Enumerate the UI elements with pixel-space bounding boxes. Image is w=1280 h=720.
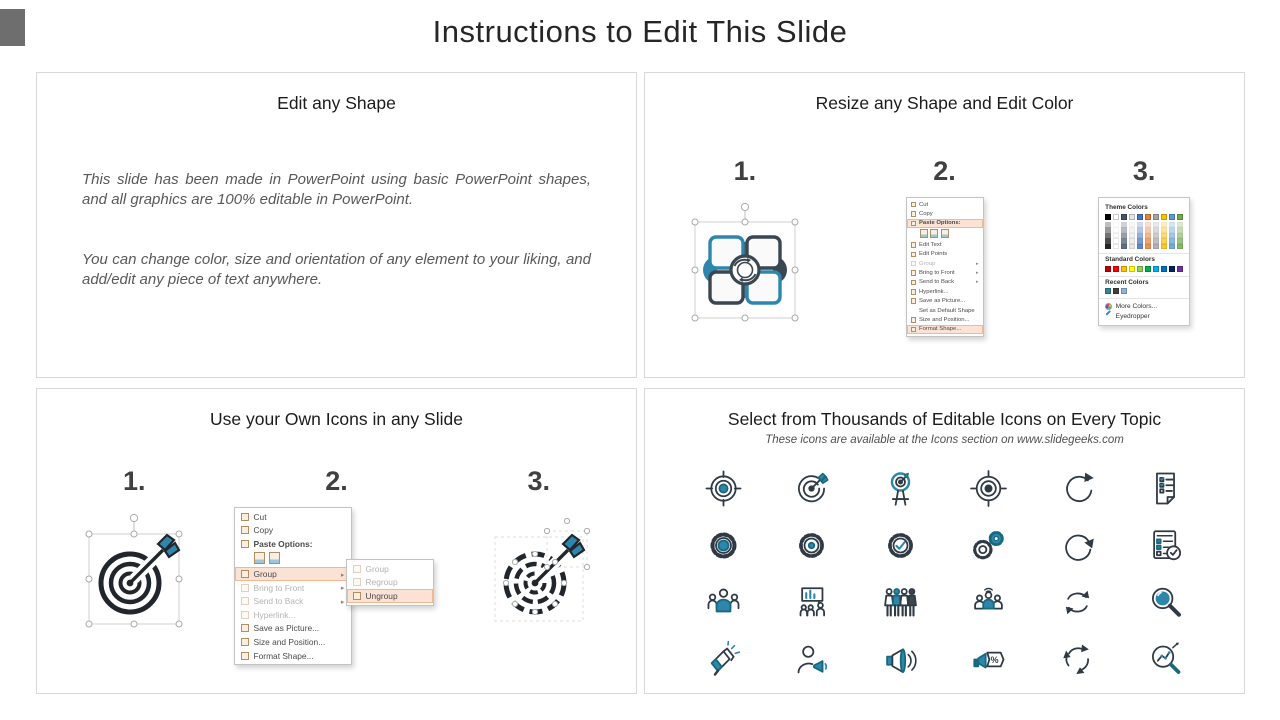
icon-bank-grid — [679, 460, 1210, 688]
target-icon-selected[interactable] — [76, 507, 192, 631]
menu-item-label: Edit Points — [919, 251, 948, 258]
menu-item-label: Set as Default Shape — [919, 307, 975, 314]
menu-item-label: Cut — [919, 201, 929, 208]
presentation-board-icon[interactable] — [768, 574, 857, 631]
theme-color-swatch[interactable] — [1169, 214, 1175, 220]
slide-title: Instructions to Edit This Slide — [432, 14, 848, 49]
paste-option-icon[interactable] — [254, 552, 265, 565]
standard-color-swatch[interactable] — [1169, 266, 1175, 272]
edit-points-icon — [911, 252, 917, 258]
paste-option-icon[interactable] — [269, 552, 280, 565]
theme-tint-swatch[interactable] — [1121, 244, 1127, 249]
theme-tint-swatch[interactable] — [1105, 244, 1111, 249]
menu-item-send-to-back[interactable] — [907, 278, 983, 287]
team-network-icon[interactable] — [945, 574, 1034, 631]
panel-title: Use your Own Icons in any Slide — [210, 409, 463, 429]
submenu-arrow-icon: ▸ — [975, 260, 979, 267]
double-gear-icon[interactable] — [945, 517, 1034, 574]
menu-item-label: Size and Position... — [253, 637, 326, 648]
theme-tint-swatch[interactable] — [1145, 244, 1151, 249]
document-checklist-icon[interactable] — [1122, 460, 1211, 517]
menu-item-format-shape[interactable] — [907, 325, 983, 334]
target-dart-graphic — [506, 535, 584, 612]
target-dart-stand-icon[interactable] — [856, 460, 945, 517]
color-picker-image — [1098, 197, 1190, 326]
menu-item-copy[interactable] — [907, 209, 983, 218]
copy-icon — [911, 211, 917, 217]
standard-color-swatch[interactable] — [1177, 266, 1183, 272]
menu-item-paste-options[interactable] — [907, 219, 983, 228]
panel-subtitle: These icons are available at the Icons section on www.slidegeeks.com — [765, 434, 1124, 446]
standard-colors-row — [1105, 266, 1183, 272]
menu-item-label: Group — [253, 569, 277, 580]
standard-colors-label: Standard Colors — [1105, 256, 1155, 264]
ungroup-icon — [353, 592, 361, 600]
regroup-icon — [353, 578, 361, 586]
paste-icon — [911, 221, 917, 227]
standard-color-swatch[interactable] — [1129, 266, 1135, 272]
menu-item-label: Group — [919, 260, 936, 267]
size-position-icon — [911, 317, 917, 323]
target-crosshair-icon[interactable] — [679, 460, 768, 517]
menu-item-label: Size and Position... — [919, 316, 970, 323]
gear-solid-icon[interactable] — [679, 517, 768, 574]
panel-title: Select from Thousands of Editable Icons on Every Topic — [727, 409, 1162, 429]
gear-check-icon[interactable] — [856, 517, 945, 574]
panel-icon-bank — [644, 388, 1245, 694]
submenu-arrow-icon: ▸ — [975, 270, 979, 277]
quad-shape — [703, 237, 787, 303]
menu-item-label: Send to Back — [253, 596, 304, 607]
group-icon — [241, 570, 249, 578]
person-megaphone-icon[interactable] — [768, 631, 857, 688]
target-dart-icon[interactable] — [768, 460, 857, 517]
theme-tint-swatch[interactable] — [1129, 244, 1135, 249]
format-shape-icon — [911, 327, 917, 333]
megaphone-percent-icon[interactable] — [945, 631, 1034, 688]
menu-item-format-shape[interactable] — [235, 649, 351, 663]
submenu-arrow-icon: ▸ — [340, 597, 345, 606]
group-icon — [353, 565, 361, 573]
menu-item-label: Hyperlink... — [919, 288, 949, 295]
recent-color-swatch[interactable] — [1121, 288, 1127, 294]
menu-item-hyperlink[interactable] — [235, 608, 351, 622]
menu-item-save-as-picture[interactable] — [907, 297, 983, 306]
step-1 — [37, 466, 232, 631]
more-colors-item[interactable]: More Colors... — [1105, 303, 1183, 310]
theme-tint-swatch[interactable] — [1169, 244, 1175, 249]
send-back-icon — [911, 280, 917, 286]
checklist-card-icon[interactable] — [1122, 517, 1211, 574]
theme-colors-row — [1105, 214, 1183, 220]
format-shape-icon — [241, 652, 249, 660]
standard-color-swatch[interactable] — [1105, 266, 1111, 272]
rotate-arrow-icon[interactable] — [1033, 460, 1122, 517]
menu-item-bring-to-front[interactable] — [235, 581, 351, 595]
speaker-audience-icon[interactable] — [679, 574, 768, 631]
target-icon-ungrouped[interactable] — [481, 507, 597, 631]
menu-item-label: Format Shape... — [919, 326, 962, 333]
paste-option-icon[interactable] — [941, 229, 949, 238]
submenu-arrow-icon: ▸ — [975, 279, 979, 286]
menu-item-label: Paste Options: — [919, 220, 961, 227]
theme-tint-swatch[interactable] — [1113, 244, 1119, 249]
theme-colors-label: Theme Colors — [1105, 204, 1148, 211]
save-picture-icon — [911, 298, 917, 304]
rotate-handle-icon — [131, 514, 138, 521]
panel-title: Resize any Shape and Edit Color — [815, 93, 1074, 113]
paste-option-icon[interactable] — [930, 229, 938, 238]
menu-item-cut[interactable] — [235, 510, 351, 524]
megaphone-icon[interactable] — [679, 631, 768, 688]
menu-item-label: Group — [365, 563, 389, 574]
menu-item-label: Bring to Front — [253, 582, 305, 593]
step-2 — [232, 466, 442, 661]
rotate-handle-icon — [741, 203, 748, 210]
menu-item-send-to-back[interactable] — [235, 594, 351, 608]
menu-item-label: Ungroup — [365, 590, 398, 601]
menu-item-cut[interactable] — [907, 200, 983, 209]
theme-color-swatch[interactable] — [1105, 214, 1111, 220]
menu-item-set-as-default-shape[interactable] — [907, 306, 983, 315]
edit-shape-paragraph-2: You can change color, size and orientation of any element to your liking, and add/edit any piece of text anywhere. — [82, 250, 591, 288]
menu-item-label: Hyperlink... — [253, 609, 296, 620]
menu-item-bring-to-front[interactable] — [907, 268, 983, 277]
sync-arrows-icon[interactable] — [1033, 574, 1122, 631]
step-1 — [645, 156, 845, 337]
menu-item-label: Cut — [253, 511, 267, 522]
bring-front-icon — [911, 270, 917, 276]
theme-tint-swatch[interactable] — [1177, 244, 1183, 249]
magnifier-icon[interactable] — [1122, 574, 1211, 631]
standard-color-swatch[interactable] — [1153, 266, 1159, 272]
step-number: 2. — [325, 466, 348, 496]
submenu-arrow-icon: ▸ — [340, 570, 345, 579]
context-menu-image — [906, 197, 984, 337]
theme-color-swatch[interactable] — [1137, 214, 1143, 220]
recent-color-swatch[interactable] — [1105, 288, 1111, 294]
menu-item-label: Bring to Front — [919, 270, 955, 277]
menu-item-ungroup[interactable] — [347, 589, 433, 603]
step-number: 2. — [933, 156, 956, 186]
theme-color-swatch[interactable] — [1121, 214, 1127, 220]
megaphone-waves-icon[interactable] — [856, 631, 945, 688]
theme-color-swatch[interactable] — [1161, 214, 1167, 220]
size-position-icon — [241, 638, 249, 646]
context-menu-image — [234, 507, 352, 665]
step-number: 1. — [733, 156, 757, 186]
target-scope-icon[interactable] — [945, 460, 1034, 517]
panel-resize-color — [644, 72, 1245, 378]
theme-color-swatch[interactable] — [1129, 214, 1135, 220]
hyperlink-icon — [911, 289, 917, 295]
steps-row — [645, 156, 1244, 337]
theme-tint-swatch[interactable] — [1153, 244, 1159, 249]
standard-color-swatch[interactable] — [1137, 266, 1143, 272]
bring-front-icon — [241, 584, 249, 592]
cut-icon — [911, 202, 917, 208]
recent-colors-label: Recent Colors — [1105, 278, 1149, 286]
theme-color-swatch[interactable] — [1153, 214, 1159, 220]
group-icon — [911, 261, 917, 267]
theme-tint-swatch[interactable] — [1161, 244, 1167, 249]
submenu-arrow-icon: ▸ — [340, 584, 345, 593]
eyedropper-item[interactable]: Eyedropper — [1105, 313, 1183, 320]
standard-color-swatch[interactable] — [1121, 266, 1127, 272]
theme-color-swatch[interactable] — [1145, 214, 1151, 220]
hyperlink-icon — [241, 611, 249, 619]
theme-color-swatch[interactable] — [1177, 214, 1183, 220]
panel-title: Edit any Shape — [277, 93, 396, 113]
step-number: 3. — [527, 466, 551, 496]
step-2 — [845, 156, 1045, 337]
theme-tints-grid — [1105, 222, 1183, 249]
menu-item-save-as-picture[interactable] — [235, 622, 351, 636]
svg-text:%: % — [990, 654, 999, 665]
edit-text-icon — [911, 242, 917, 248]
menu-item-label: Paste Options: — [253, 538, 313, 549]
paste-options-row[interactable] — [907, 228, 983, 240]
standard-color-swatch[interactable] — [1113, 266, 1119, 272]
paste-option-icon[interactable] — [920, 229, 928, 238]
standard-color-swatch[interactable] — [1161, 266, 1167, 272]
menu-item-label: Save as Picture... — [253, 623, 320, 634]
menu-item-size-and-position[interactable] — [907, 315, 983, 324]
gear-dot-icon[interactable] — [768, 517, 857, 574]
color-wheel-icon — [1105, 303, 1112, 310]
menu-item-label: Edit Text — [919, 241, 942, 248]
paste-options-row[interactable] — [235, 551, 351, 568]
theme-tint-swatch[interactable] — [1137, 244, 1143, 249]
eyedropper-icon — [1105, 313, 1112, 320]
menu-item-label: Copy — [253, 525, 274, 536]
target-dart-graphic — [101, 535, 179, 612]
selected-shape-image[interactable] — [684, 197, 806, 325]
menu-item-label: Regroup — [365, 577, 398, 588]
menu-item-paste-options[interactable] — [235, 537, 351, 551]
panel-own-icons — [36, 388, 637, 694]
menu-item-edit-text[interactable] — [907, 240, 983, 249]
menu-item-group[interactable] — [235, 567, 351, 581]
step-number: 3. — [1132, 156, 1156, 186]
theme-color-swatch[interactable] — [1113, 214, 1119, 220]
menu-item-regroup[interactable] — [347, 576, 433, 590]
recent-colors-row — [1105, 288, 1183, 294]
menu-item-label: Save as Picture... — [919, 298, 966, 305]
menu-item-size-and-position[interactable] — [235, 635, 351, 649]
save-picture-icon — [241, 624, 249, 632]
copy-icon — [241, 526, 249, 534]
refresh-arrow-icon[interactable] — [1033, 517, 1122, 574]
magnifier-chart-icon[interactable] — [1122, 631, 1211, 688]
team-standing-icon[interactable] — [856, 574, 945, 631]
panel-edit-shape — [36, 72, 637, 378]
step-3 — [1044, 156, 1244, 337]
group-submenu-image — [346, 559, 434, 606]
menu-item-group[interactable] — [347, 562, 433, 576]
menu-item-group[interactable] — [907, 259, 983, 268]
menu-item-hyperlink[interactable] — [907, 287, 983, 296]
cut-icon — [241, 513, 249, 521]
menu-item-edit-points[interactable] — [907, 250, 983, 259]
steps-row — [37, 466, 636, 661]
send-back-icon — [241, 597, 249, 605]
recent-color-swatch[interactable] — [1113, 288, 1119, 294]
menu-item-label: Send to Back — [919, 279, 955, 286]
edit-shape-paragraph-1: This slide has been made in PowerPoint using basic PowerPoint shapes, and all graphics are 100% editable in PowerPoint. — [82, 171, 591, 208]
menu-item-label: Copy — [919, 211, 933, 218]
cycle-arrows-icon[interactable] — [1033, 631, 1122, 688]
menu-item-copy[interactable] — [235, 524, 351, 538]
paste-icon — [241, 540, 249, 548]
step-number: 1. — [122, 466, 146, 496]
step-3 — [442, 466, 637, 631]
menu-item-label: Format Shape... — [253, 650, 314, 661]
standard-color-swatch[interactable] — [1145, 266, 1151, 272]
